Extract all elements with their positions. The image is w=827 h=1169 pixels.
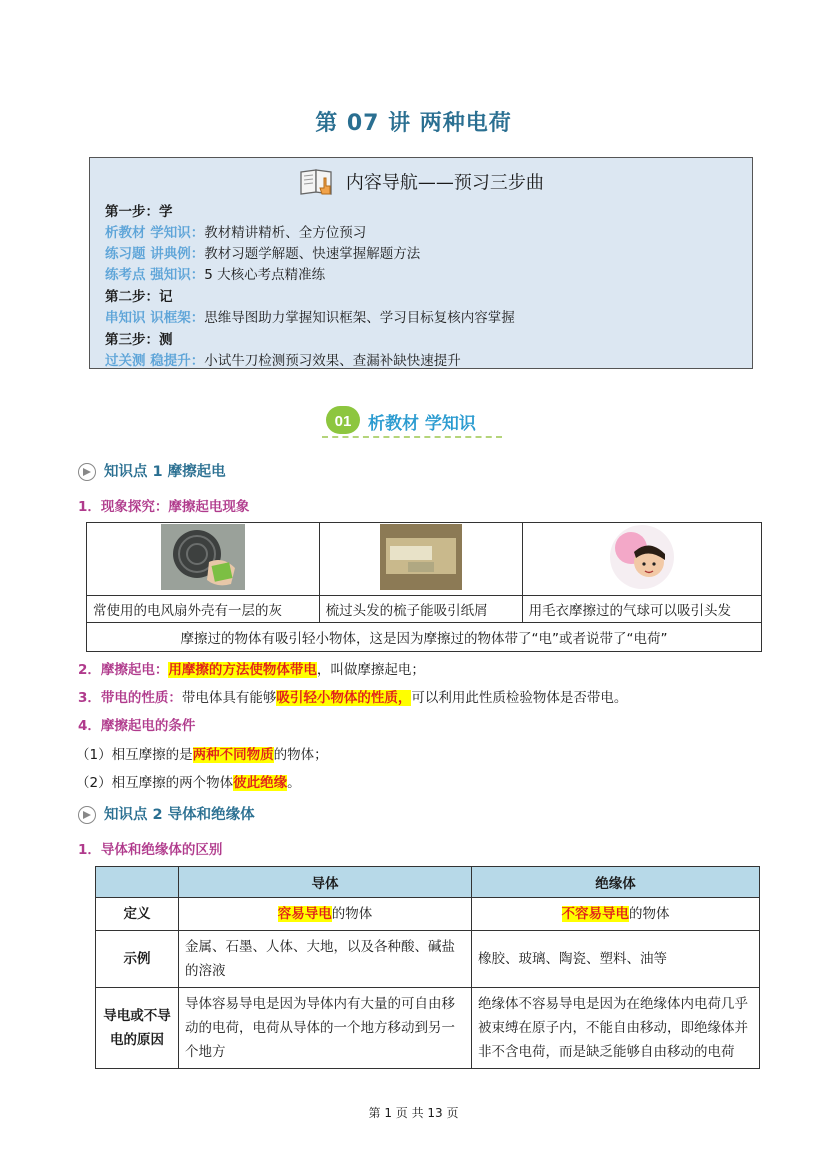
kp1-point-3-highlight: 吸引轻小物体的性质， (276, 690, 412, 706)
knowledge-point-2-heading (78, 803, 255, 824)
conductor-reason: 导体容易导电是因为导体内有大量的可自由移动的电荷，电荷从导体的一个地方移动到另一个地方 (179, 988, 472, 1069)
caption-fan: 常使用的电风扇外壳有一层的灰 (87, 596, 320, 623)
book-hand-icon (298, 164, 338, 203)
insulator-definition-highlight: 不容易导电 (561, 906, 629, 922)
section-underline (322, 436, 502, 438)
nav-item-4-label: 串知识 识框架： (105, 310, 205, 326)
nav-item-3-desc: 5 大核心考点精准练 (204, 267, 326, 283)
conductor-definition-highlight: 容易导电 (277, 906, 332, 922)
conductor-definition (179, 898, 472, 931)
nav-step-2: 第二步：记 (105, 289, 173, 305)
section-number: 01 (334, 413, 352, 430)
kp1-point-2 (78, 658, 425, 678)
kp1-point-3-rest: 可以利用此性质检验物体是否带电。 (411, 690, 628, 706)
kp1-point-3-label: 3．带电的性质： (78, 690, 182, 706)
row-head-reason: 导电或不导电的原因 (96, 988, 179, 1069)
balloon-image-cell (522, 523, 761, 596)
content-navigation-box (89, 157, 753, 369)
conductor-examples: 金属、石墨、人体、大地，以及各种酸、碱盐的溶液 (179, 931, 472, 988)
conductor-insulator-table (95, 866, 760, 1069)
conductor-definition-rest: 的物体 (331, 906, 373, 922)
balloon-girl-image (609, 524, 675, 590)
nav-item-2-desc: 教材习题学解题、快速掌握解题方法 (204, 246, 421, 262)
section-title: 析教材 学知识 (368, 414, 476, 434)
kp1-condition-2 (76, 771, 301, 791)
nav-item-2 (105, 242, 420, 262)
condition-2-pre: （2）相互摩擦的两个物体 (76, 775, 234, 791)
nav-item-5 (105, 349, 461, 369)
nav-item-4-desc: 思维导图助力掌握知识框架、学习目标复核内容掌握 (204, 310, 515, 326)
table-row (96, 898, 760, 931)
table-row (96, 931, 760, 988)
knowledge-point-1-title: 知识点 1 摩擦起电 (104, 464, 226, 480)
fan-cleaning-image (161, 524, 245, 590)
comb-paper-image (380, 524, 462, 590)
caption-comb: 梳过头发的梳子能吸引纸屑 (319, 596, 522, 623)
nav-header (90, 164, 752, 203)
page-title: 第 07 讲 两种电荷 (315, 111, 512, 136)
nav-item-2-label: 练习题 讲典例： (105, 246, 205, 262)
nav-item-1-label: 析教材 学知识： (105, 225, 205, 241)
kp1-point-2-label: 2．摩擦起电： (78, 662, 169, 678)
condition-1-pre: （1）相互摩擦的是 (76, 747, 193, 763)
kp1-point-3 (78, 686, 627, 706)
condition-2-highlight: 彼此绝缘 (233, 775, 288, 791)
insulator-definition (472, 898, 760, 931)
kp1-point-2-rest: ，叫做摩擦起电； (316, 662, 425, 678)
kp1-point-2-highlight: 用摩擦的方法使物体带电 (168, 662, 317, 678)
nav-item-3-label: 练考点 强知识： (105, 267, 205, 283)
condition-1-rest: 的物体； (273, 747, 328, 763)
page-footer: 第 1 页 共 13 页 (368, 1106, 459, 1120)
section-number-badge (326, 404, 362, 440)
nav-item-4 (105, 306, 515, 326)
friction-phenomena-table (86, 522, 762, 652)
insulator-examples: 橡胶、玻璃、陶瓷、塑料、油等 (472, 931, 760, 988)
kp1-point-4: 4．摩擦起电的条件 (78, 718, 196, 734)
caption-balloon: 用毛衣摩擦过的气球可以吸引头发 (522, 596, 761, 623)
summary-cell: 摩擦过的物体有吸引轻小物体，这是因为摩擦过的物体带了“电”或者说带了“电荷” (87, 623, 762, 652)
condition-2-rest: 。 (287, 775, 301, 791)
nav-step-1: 第一步：学 (105, 204, 173, 220)
row-head-definition: 定义 (96, 898, 179, 931)
kp2-subheading-1: 1．导体和绝缘体的区别 (78, 842, 223, 858)
table-corner (96, 867, 179, 898)
kp1-subheading-1: 1．现象探究：摩擦起电现象 (78, 499, 250, 515)
nav-step-3: 第三步：测 (105, 332, 173, 348)
header-insulator: 绝缘体 (472, 867, 760, 898)
knowledge-point-1-heading (78, 460, 226, 481)
table-row (96, 988, 760, 1069)
nav-item-3 (105, 263, 325, 283)
nav-item-5-label: 过关测 稳提升： (105, 353, 205, 369)
knowledge-point-2-title: 知识点 2 导体和绝缘体 (104, 807, 255, 823)
row-head-examples: 示例 (96, 931, 179, 988)
arrow-circle-icon (78, 463, 96, 481)
insulator-reason: 绝缘体不容易导电是因为在绝缘体内电荷几乎被束缚在原子内，不能自由移动，即绝缘体并非不含电荷，而是缺乏能够自由移动的电荷 (472, 988, 760, 1069)
nav-item-1 (105, 221, 366, 241)
comb-image-cell (319, 523, 522, 596)
kp1-condition-1 (76, 743, 328, 763)
fan-image-cell (87, 523, 320, 596)
nav-item-1-desc: 教材精讲精析、全方位预习 (204, 225, 367, 241)
arrow-circle-icon (78, 806, 96, 824)
kp1-point-3-pre: 带电体具有能够 (181, 690, 277, 706)
condition-1-highlight: 两种不同物质 (192, 747, 274, 763)
insulator-definition-rest: 的物体 (629, 906, 670, 922)
header-conductor: 导体 (179, 867, 472, 898)
nav-item-5-desc: 小试牛刀检测预习效果、查漏补缺快速提升 (204, 353, 461, 369)
nav-header-text: 内容导航——预习三步曲 (345, 172, 544, 194)
